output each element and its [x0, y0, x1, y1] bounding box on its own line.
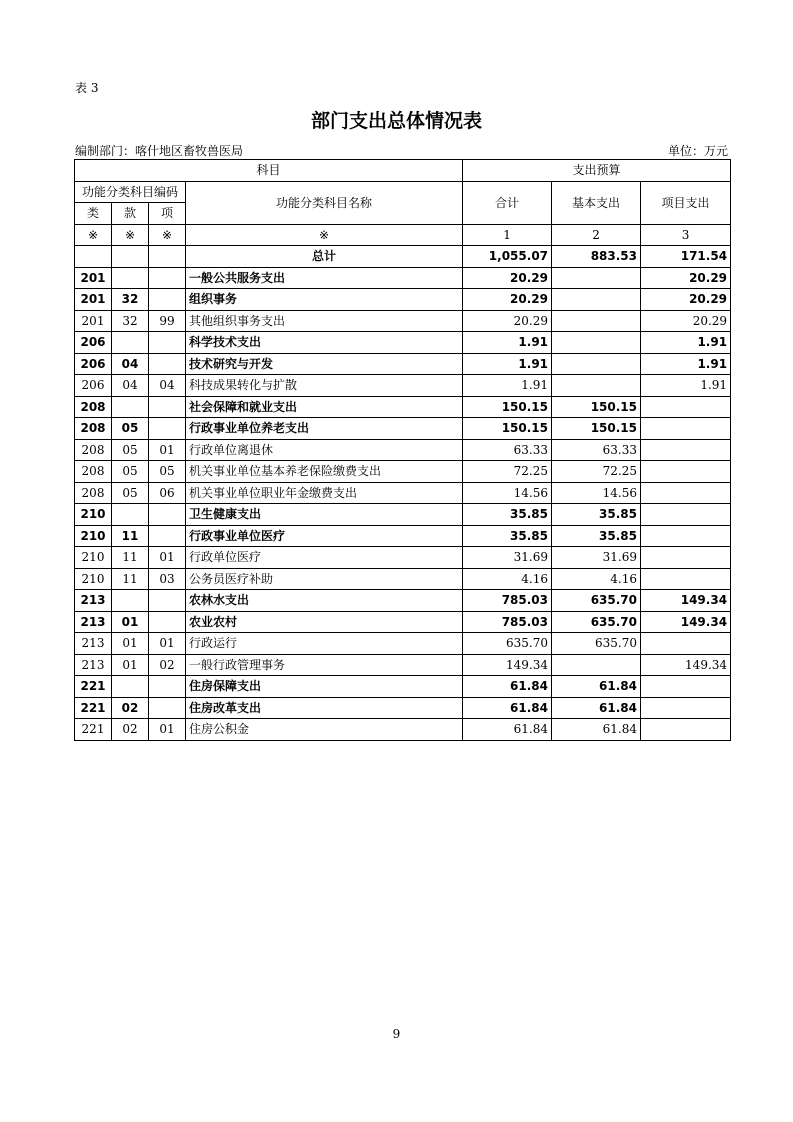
xiang-cell: 01	[149, 719, 186, 741]
project-cell	[641, 676, 731, 698]
kuan-mark: ※	[112, 224, 149, 246]
header-row-4	[75, 224, 731, 246]
project-cell	[641, 568, 731, 590]
basic-cell	[552, 353, 641, 375]
project-cell	[641, 697, 731, 719]
xiang-header: 项	[149, 203, 186, 225]
xiang-cell	[149, 525, 186, 547]
table-row	[75, 547, 731, 569]
basic-cell	[552, 654, 641, 676]
project-cell	[641, 418, 731, 440]
kuan-cell: 05	[112, 482, 149, 504]
table-row	[75, 719, 731, 741]
lei-cell: 206	[75, 353, 112, 375]
table-row	[75, 461, 731, 483]
basic-cell	[552, 332, 641, 354]
kuan-cell: 05	[112, 461, 149, 483]
basic-cell	[552, 289, 641, 311]
total-kuan	[112, 246, 149, 268]
basic-cell: 150.15	[552, 396, 641, 418]
table-row	[75, 332, 731, 354]
table-row	[75, 590, 731, 612]
name-column-header: 功能分类科目名称	[186, 181, 463, 224]
budget-header: 支出预算	[463, 160, 731, 182]
total-label: 总计	[186, 246, 463, 268]
name-cell: 卫生健康支出	[186, 504, 463, 526]
table-row	[75, 568, 731, 590]
project-cell	[641, 547, 731, 569]
header-row-1	[75, 160, 731, 182]
xiang-cell	[149, 267, 186, 289]
table-row	[75, 353, 731, 375]
total-lei	[75, 246, 112, 268]
kuan-cell: 02	[112, 697, 149, 719]
subject-header: 科目	[75, 160, 463, 182]
kuan-cell: 04	[112, 375, 149, 397]
lei-cell: 208	[75, 482, 112, 504]
project-cell: 1.91	[641, 332, 731, 354]
xiang-cell	[149, 353, 186, 375]
table-row	[75, 504, 731, 526]
basic-cell: 35.85	[552, 504, 641, 526]
kuan-cell: 04	[112, 353, 149, 375]
xiang-cell: 01	[149, 547, 186, 569]
total-basic: 883.53	[552, 246, 641, 268]
table-row	[75, 633, 731, 655]
basic-cell: 61.84	[552, 676, 641, 698]
name-cell: 行政事业单位医疗	[186, 525, 463, 547]
unit-label: 单位：万元	[667, 144, 728, 158]
kuan-cell: 01	[112, 633, 149, 655]
basic-cell: 61.84	[552, 719, 641, 741]
total-cell: 149.34	[463, 654, 552, 676]
page-number: 9	[392, 1027, 401, 1041]
project-cell	[641, 461, 731, 483]
total-column-header: 合计	[463, 181, 552, 224]
name-cell: 农业农村	[186, 611, 463, 633]
lei-cell: 221	[75, 697, 112, 719]
xiang-cell	[149, 289, 186, 311]
kuan-cell: 01	[112, 654, 149, 676]
total-cell: 14.56	[463, 482, 552, 504]
project-cell	[641, 525, 731, 547]
kuan-cell: 32	[112, 310, 149, 332]
total-cell: 150.15	[463, 396, 552, 418]
xiang-cell: 06	[149, 482, 186, 504]
basic-cell: 61.84	[552, 697, 641, 719]
project-cell	[641, 633, 731, 655]
table-row	[75, 310, 731, 332]
xiang-cell: 03	[149, 568, 186, 590]
xiang-cell	[149, 396, 186, 418]
total-cell: 1.91	[463, 375, 552, 397]
project-cell: 149.34	[641, 590, 731, 612]
xiang-cell	[149, 611, 186, 633]
project-cell	[641, 719, 731, 741]
table-row	[75, 418, 731, 440]
project-cell: 20.29	[641, 310, 731, 332]
basic-cell: 150.15	[552, 418, 641, 440]
xiang-cell	[149, 697, 186, 719]
kuan-cell: 11	[112, 547, 149, 569]
name-cell: 农林水支出	[186, 590, 463, 612]
kuan-header: 款	[112, 203, 149, 225]
lei-cell: 213	[75, 611, 112, 633]
total-cell: 4.16	[463, 568, 552, 590]
total-cell: 785.03	[463, 590, 552, 612]
project-cell: 149.34	[641, 611, 731, 633]
kuan-cell: 01	[112, 611, 149, 633]
col-index-2: 2	[552, 224, 641, 246]
table-row	[75, 611, 731, 633]
table-row	[75, 375, 731, 397]
table-row	[75, 439, 731, 461]
kuan-cell	[112, 676, 149, 698]
lei-cell: 206	[75, 375, 112, 397]
kuan-cell: 11	[112, 568, 149, 590]
lei-cell: 210	[75, 547, 112, 569]
total-cell: 1.91	[463, 353, 552, 375]
basic-cell: 14.56	[552, 482, 641, 504]
name-cell: 其他组织事务支出	[186, 310, 463, 332]
name-cell: 科技成果转化与扩散	[186, 375, 463, 397]
lei-cell: 213	[75, 590, 112, 612]
total-xiang	[149, 246, 186, 268]
name-cell: 一般公共服务支出	[186, 267, 463, 289]
project-cell: 20.29	[641, 267, 731, 289]
kuan-cell	[112, 590, 149, 612]
name-cell: 一般行政管理事务	[186, 654, 463, 676]
total-cell: 31.69	[463, 547, 552, 569]
table-row	[75, 396, 731, 418]
lei-cell: 208	[75, 461, 112, 483]
total-cell: 63.33	[463, 439, 552, 461]
lei-cell: 213	[75, 654, 112, 676]
project-cell	[641, 504, 731, 526]
table-row	[75, 676, 731, 698]
kuan-cell: 05	[112, 418, 149, 440]
total-cell: 20.29	[463, 267, 552, 289]
lei-cell: 201	[75, 310, 112, 332]
basic-column-header: 基本支出	[552, 181, 641, 224]
xiang-cell	[149, 676, 186, 698]
kuan-cell: 02	[112, 719, 149, 741]
lei-cell: 201	[75, 267, 112, 289]
total-cell: 20.29	[463, 310, 552, 332]
department-label: 编制部门：喀什地区畜牧兽医局	[75, 144, 244, 158]
kuan-cell: 32	[112, 289, 149, 311]
basic-cell: 72.25	[552, 461, 641, 483]
name-cell: 行政单位医疗	[186, 547, 463, 569]
lei-cell: 213	[75, 633, 112, 655]
page-title: 部门支出总体情况表	[310, 110, 482, 132]
table-row	[75, 267, 731, 289]
name-mark: ※	[186, 224, 463, 246]
name-cell: 住房改革支出	[186, 697, 463, 719]
total-cell: 150.15	[463, 418, 552, 440]
name-cell: 行政单位离退休	[186, 439, 463, 461]
xiang-mark: ※	[149, 224, 186, 246]
basic-cell: 63.33	[552, 439, 641, 461]
kuan-cell	[112, 267, 149, 289]
name-cell: 技术研究与开发	[186, 353, 463, 375]
lei-cell: 208	[75, 396, 112, 418]
table-row	[75, 525, 731, 547]
basic-cell: 635.70	[552, 590, 641, 612]
xiang-cell: 01	[149, 633, 186, 655]
basic-cell	[552, 310, 641, 332]
total-cell: 35.85	[463, 504, 552, 526]
lei-cell: 221	[75, 676, 112, 698]
name-cell: 公务员医疗补助	[186, 568, 463, 590]
lei-cell: 206	[75, 332, 112, 354]
name-cell: 行政运行	[186, 633, 463, 655]
xiang-cell	[149, 504, 186, 526]
table-row	[75, 654, 731, 676]
basic-cell: 4.16	[552, 568, 641, 590]
name-cell: 住房公积金	[186, 719, 463, 741]
total-cell: 61.84	[463, 697, 552, 719]
project-cell: 1.91	[641, 375, 731, 397]
xiang-cell: 05	[149, 461, 186, 483]
lei-cell: 201	[75, 289, 112, 311]
name-cell: 行政事业单位养老支出	[186, 418, 463, 440]
project-cell	[641, 482, 731, 504]
xiang-cell: 01	[149, 439, 186, 461]
lei-cell: 210	[75, 568, 112, 590]
total-cell: 1.91	[463, 332, 552, 354]
code-group-header: 功能分类科目编码	[75, 181, 186, 203]
lei-cell: 210	[75, 525, 112, 547]
lei-header: 类	[75, 203, 112, 225]
xiang-cell	[149, 332, 186, 354]
basic-cell: 31.69	[552, 547, 641, 569]
name-cell: 机关事业单位职业年金缴费支出	[186, 482, 463, 504]
lei-cell: 210	[75, 504, 112, 526]
total-cell: 72.25	[463, 461, 552, 483]
project-cell: 1.91	[641, 353, 731, 375]
total-cell: 785.03	[463, 611, 552, 633]
xiang-cell	[149, 418, 186, 440]
project-cell	[641, 396, 731, 418]
lei-mark: ※	[75, 224, 112, 246]
lei-cell: 208	[75, 439, 112, 461]
expenditure-table	[74, 159, 731, 741]
col-index-1: 1	[463, 224, 552, 246]
project-cell	[641, 439, 731, 461]
name-cell: 机关事业单位基本养老保险缴费支出	[186, 461, 463, 483]
total-row	[75, 246, 731, 268]
total-amount: 1,055.07	[463, 246, 552, 268]
total-cell: 635.70	[463, 633, 552, 655]
col-index-3: 3	[641, 224, 731, 246]
basic-cell: 635.70	[552, 611, 641, 633]
kuan-cell	[112, 504, 149, 526]
kuan-cell: 11	[112, 525, 149, 547]
xiang-cell: 04	[149, 375, 186, 397]
total-cell: 20.29	[463, 289, 552, 311]
name-cell: 组织事务	[186, 289, 463, 311]
basic-cell	[552, 375, 641, 397]
total-cell: 35.85	[463, 525, 552, 547]
kuan-cell: 05	[112, 439, 149, 461]
xiang-cell	[149, 590, 186, 612]
table-label: 表 3	[75, 81, 99, 95]
lei-cell: 221	[75, 719, 112, 741]
kuan-cell	[112, 396, 149, 418]
table-row	[75, 289, 731, 311]
project-column-header: 项目支出	[641, 181, 731, 224]
basic-cell	[552, 267, 641, 289]
kuan-cell	[112, 332, 149, 354]
name-cell: 社会保障和就业支出	[186, 396, 463, 418]
table-row	[75, 697, 731, 719]
basic-cell: 635.70	[552, 633, 641, 655]
lei-cell: 208	[75, 418, 112, 440]
header-row-2	[75, 181, 731, 203]
xiang-cell: 02	[149, 654, 186, 676]
name-cell: 住房保障支出	[186, 676, 463, 698]
total-project: 171.54	[641, 246, 731, 268]
project-cell: 20.29	[641, 289, 731, 311]
total-cell: 61.84	[463, 719, 552, 741]
table-row	[75, 482, 731, 504]
basic-cell: 35.85	[552, 525, 641, 547]
name-cell: 科学技术支出	[186, 332, 463, 354]
total-cell: 61.84	[463, 676, 552, 698]
xiang-cell: 99	[149, 310, 186, 332]
project-cell: 149.34	[641, 654, 731, 676]
